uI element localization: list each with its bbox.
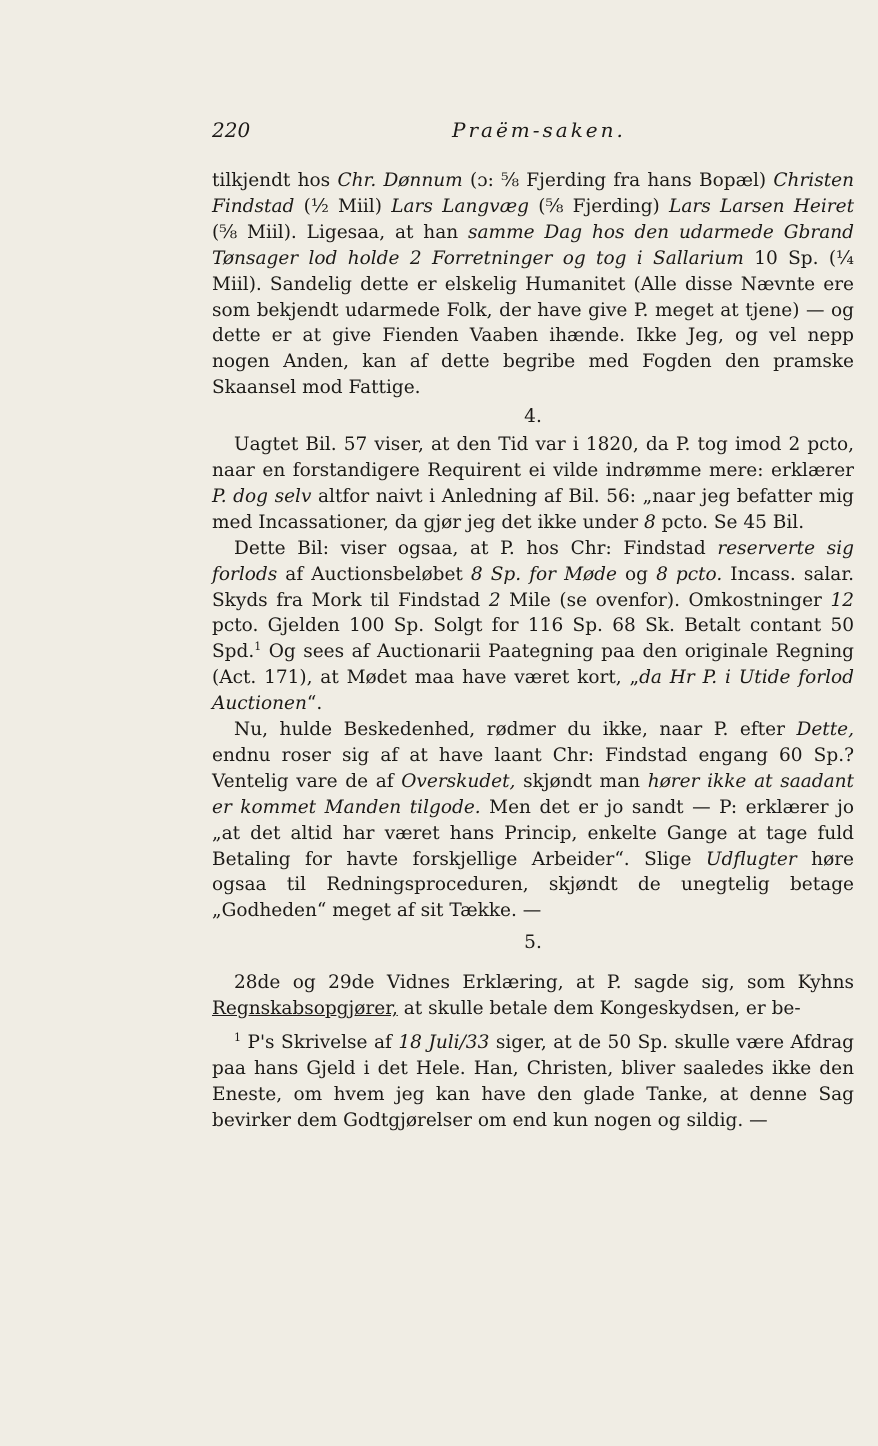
italic-text: 8 bbox=[644, 511, 656, 533]
italic-text: da Hr P. i Utide forlod Auctionen bbox=[212, 667, 854, 715]
italic-text: P. dog selv bbox=[212, 485, 312, 507]
running-title: Praëm-saken. bbox=[452, 118, 626, 142]
text-run: Nu, hulde Beskedenhed, rødmer du ikke, naar P. efter bbox=[234, 719, 797, 741]
paragraph bbox=[212, 536, 854, 717]
paragraph bbox=[212, 717, 854, 924]
italic-text: hører ikke at saadant er kommet Manden tilgode. bbox=[212, 770, 854, 818]
italic-text: Dette, bbox=[796, 719, 854, 741]
text-run: 10 Sp. (¼ Miil). Sandelig dette er elskelig Humanitet (Alle disse Nævnte ere som bekjendt udarmede Folk, der have give P. meget at tjene) — og dette er at give Fienden Vaaben ihænde. Ikke Jeg, og vel nepp nogen Anden, kan af dette begribe med Fogden den pramske Skaansel mod Fattige. bbox=[212, 247, 854, 399]
section-number: 4. bbox=[524, 406, 542, 428]
italic-text: 2 bbox=[488, 589, 501, 611]
text-run: (⅝ Fjerding) bbox=[528, 195, 670, 217]
section-number: 5. bbox=[524, 932, 542, 954]
text-run: siger, at de 50 Sp. skulle være Afdrag paa hans Gjeld i det Hele. Han, Christen, bliver saaledes ikke den Eneste, om hvem jeg kan have den glade Tanke, at denne Sag bevirker dem Godtgjørelser om end kun nogen og sildig. — bbox=[212, 1032, 855, 1131]
italic-text: 18 Juli/33 bbox=[398, 1032, 490, 1053]
italic-text: reserverte sig forlods bbox=[212, 537, 854, 585]
footnote-marker: 1 bbox=[234, 1030, 241, 1044]
page-number: 220 bbox=[212, 118, 251, 142]
text-run: Men det er jo sandt — P: erklærer jo „at det altid har været hans Princip, enkelte Gange at tage fuld Betaling for havte forskjellige Arbeider“. Slige bbox=[212, 796, 854, 870]
text-run: 28de og 29de Vidnes Erklæring, at P. sagde sig, som Kyhns bbox=[234, 972, 854, 994]
italic-text: Lars Larsen Heiret bbox=[669, 195, 855, 217]
text-run: Uagtet Bil. 57 viser, at den Tid var i 1820, da P. tog imod 2 pcto, naar en forstandigere Requirent ei vilde indrømme mere: erklærer bbox=[212, 434, 854, 481]
italic-text: Chr. Dønnum bbox=[337, 170, 463, 191]
text-run: Mile (se ovenfor). Omkostninger bbox=[500, 589, 831, 611]
paragraph bbox=[212, 970, 854, 1022]
text-run: (⅝ Miil). Ligesaa, at han bbox=[212, 221, 468, 243]
italic-text: 8 pcto. bbox=[656, 563, 723, 585]
text-run: Dette Bil: viser ogsaa, at P. hos Chr: Findstad bbox=[234, 537, 718, 559]
italic-text: Overskudet, bbox=[401, 770, 516, 792]
page-header bbox=[212, 118, 852, 154]
main-flow bbox=[212, 168, 854, 1022]
text-run: altfor naivt i Anledning af Bil. 56: „naar jeg befatter mig med Incassationer, da gjør jeg det ikke under bbox=[212, 485, 854, 533]
paragraph bbox=[212, 168, 854, 401]
italic-text: 12 bbox=[830, 589, 854, 611]
text-run: (½ Miil) bbox=[294, 195, 392, 217]
text-run: P's Skrivelse af bbox=[241, 1032, 399, 1053]
text-run: høre ogsaa til Redningsproceduren, skjøndt de unegtelig betage „Godheden“ meget af sit Tække. — bbox=[212, 848, 854, 922]
text-run: at skulle betale dem Kongeskydsen, er be- bbox=[397, 998, 801, 1020]
italic-text: samme Dag hos den udarmede Gbrand Tønsager lod holde 2 Forretninger og tog i Sallarium bbox=[212, 221, 854, 269]
text-run: pcto. Se 45 Bil. bbox=[655, 511, 805, 533]
underlined-text: Regnskabsopgjører, bbox=[212, 998, 398, 1020]
text-run: Og sees af Auctionarii Paategning paa den originale Regning (Act. 171), at Mødet maa have været kort, „ bbox=[212, 641, 854, 689]
italic-text: Christen Findstad bbox=[212, 170, 854, 217]
text-run: skjøndt man bbox=[515, 770, 648, 792]
italic-text: Lars Langvæg bbox=[391, 195, 529, 217]
footnote bbox=[212, 1030, 854, 1134]
text-run: “. bbox=[306, 693, 323, 715]
text-run: pcto. Gjelden 100 Sp. Solgt for 116 Sp. 68 Sk. Betalt contant 50 Spd. bbox=[212, 615, 854, 663]
text-run: tilkjendt hos bbox=[212, 170, 338, 191]
text-run: endnu roser sig af at have laant Chr: Findstad engang 60 Sp.? Ventelig vare de af bbox=[212, 744, 854, 792]
body-text bbox=[212, 168, 854, 1134]
text-run: (ɔ: ⅝ Fjerding fra hans Bopæl) bbox=[462, 170, 774, 191]
italic-text: Udflugter bbox=[705, 848, 797, 870]
text-run: af Auctionsbeløbet bbox=[277, 563, 471, 585]
paragraph bbox=[212, 432, 854, 536]
text-run: og bbox=[616, 563, 657, 585]
text-run: Incass. salar. Skyds fra Mork til Findstad bbox=[212, 563, 855, 611]
footnotes bbox=[212, 1030, 854, 1134]
italic-text: 8 Sp. for Møde bbox=[470, 563, 617, 585]
footnote-marker: 1 bbox=[254, 640, 262, 654]
